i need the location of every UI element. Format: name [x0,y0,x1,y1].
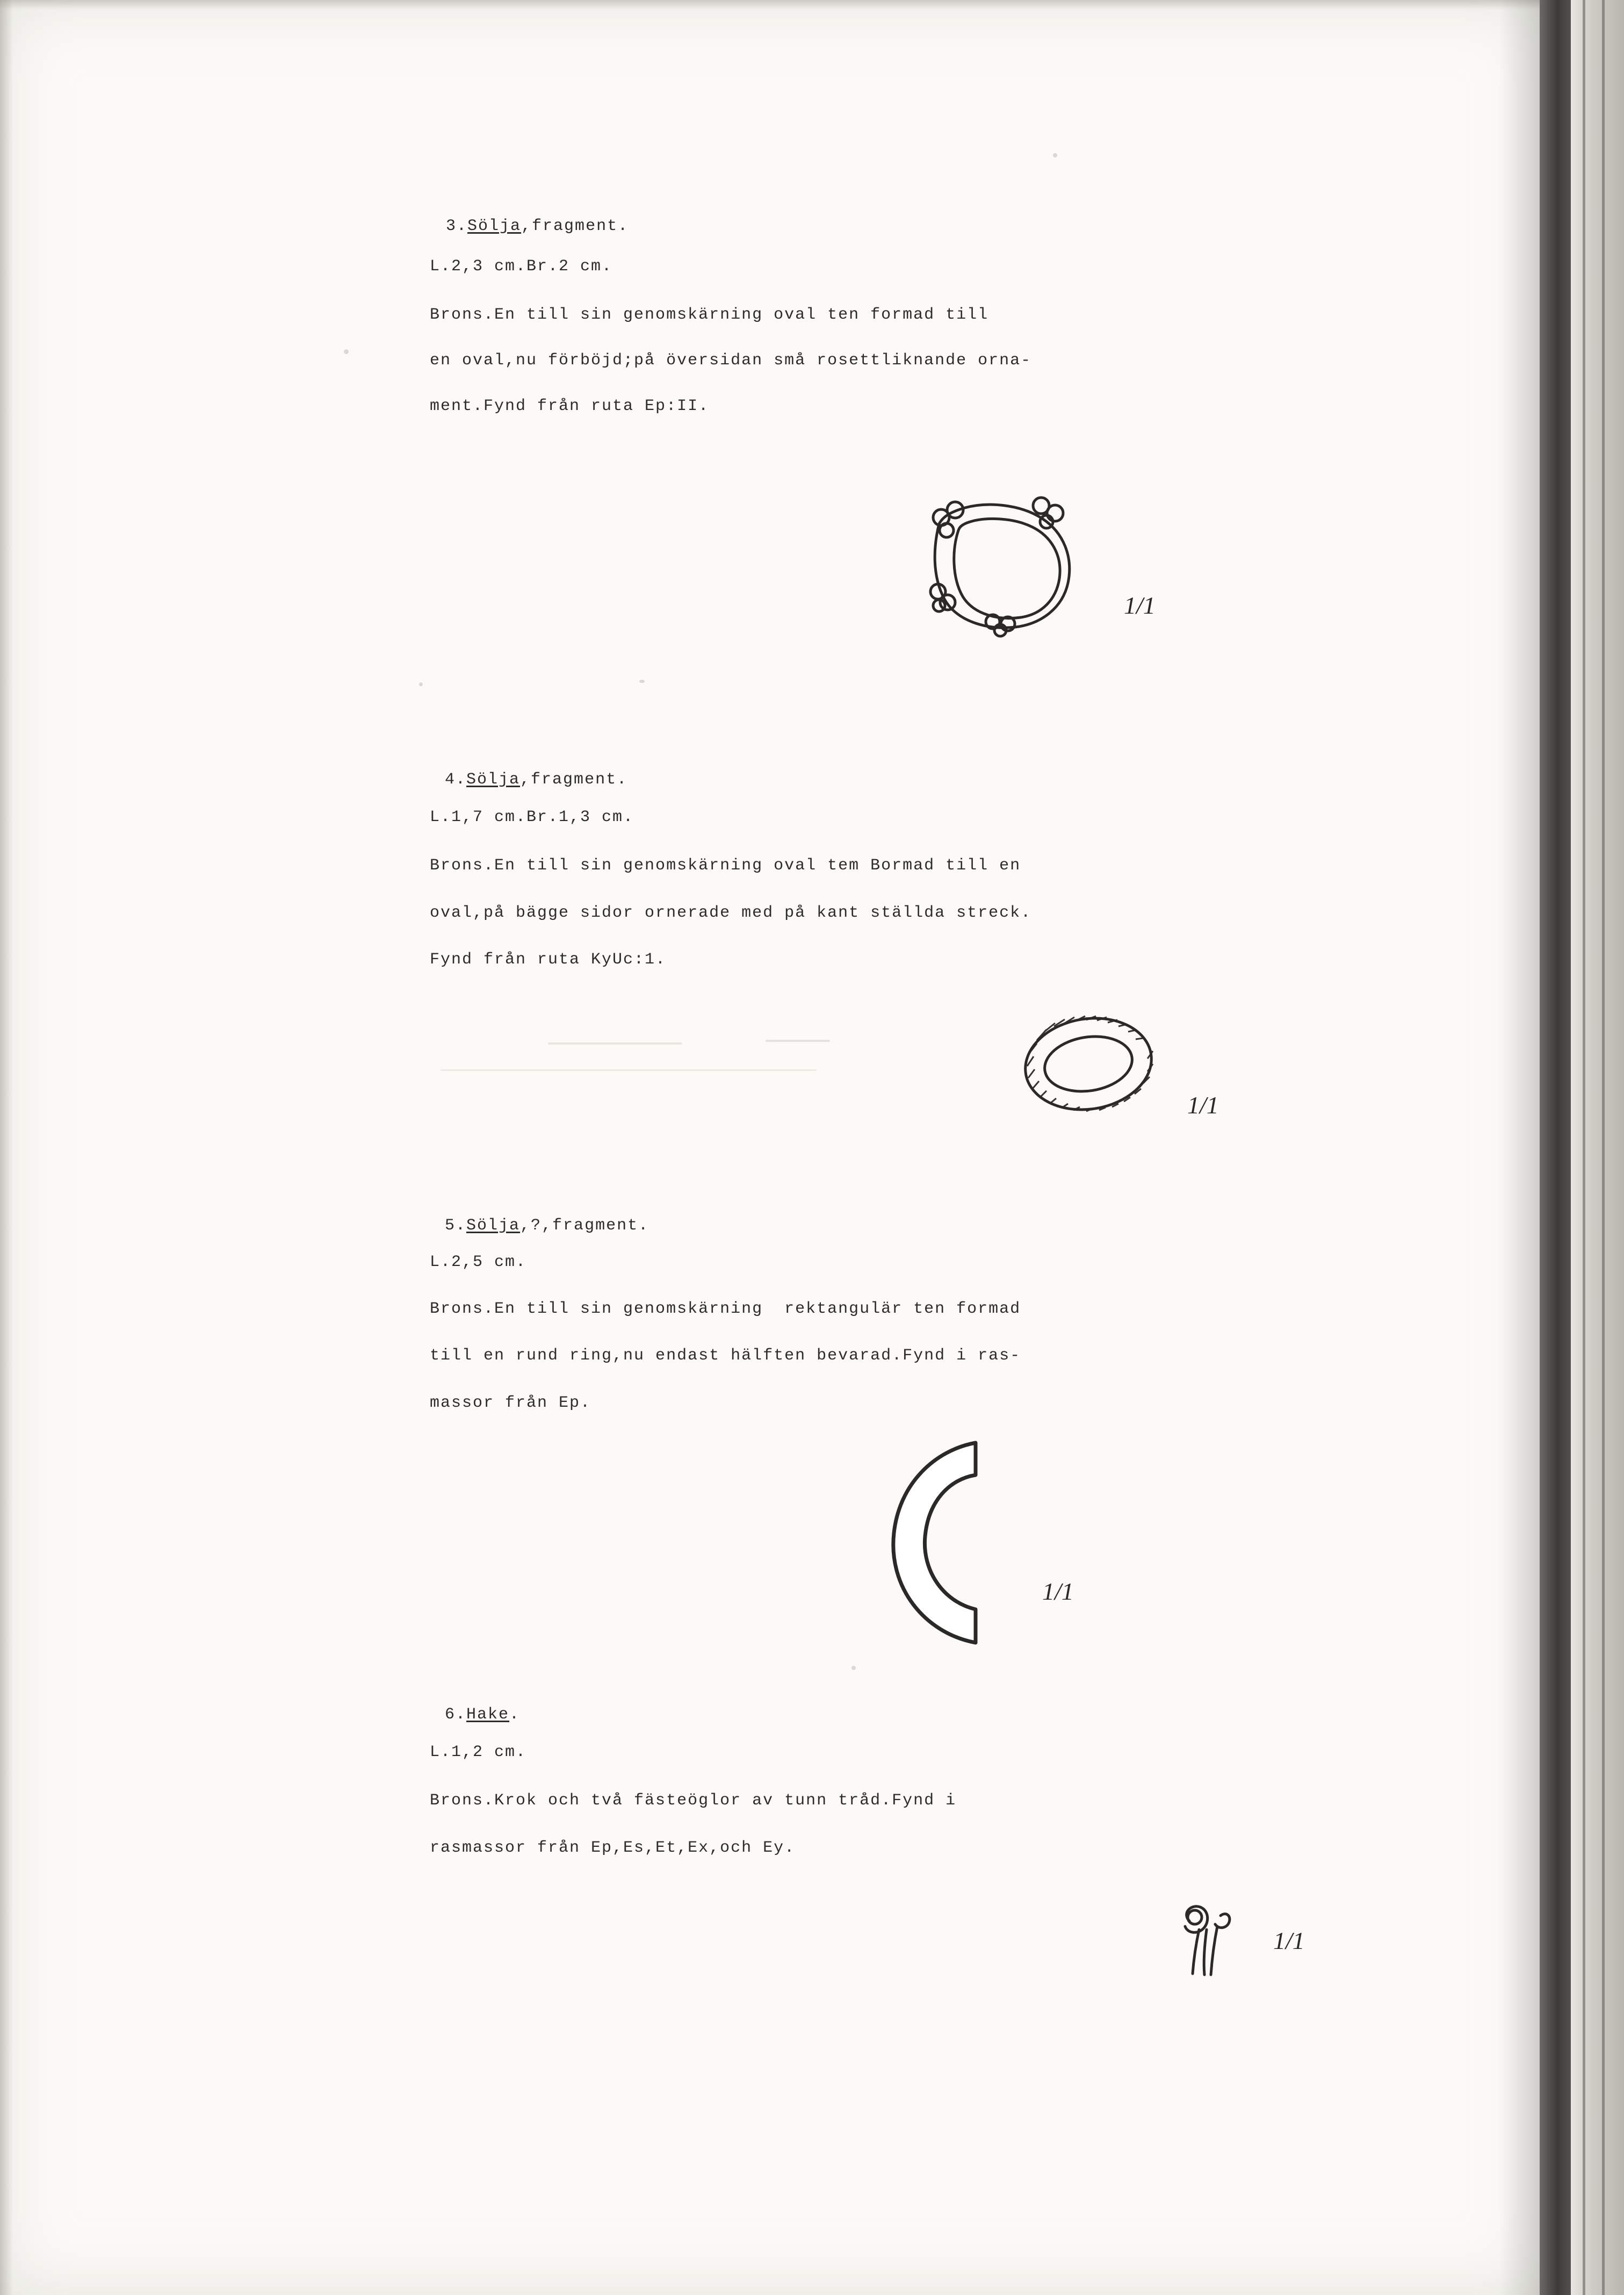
strip-line-1 [1583,0,1585,2295]
entry-6-description-line-1: Brons.Krok och två fästeöglor av tunn tråd.Fynd i [430,1792,957,1810]
paper-smudge [766,1040,830,1042]
entry-4-description-line-2: oval,på bägge sidor ornerade med på kant ställda streck. [430,904,1032,922]
entry-3-description-line-2: en oval,nu förböjd;på översidan små rosettliknande orna- [430,351,1032,370]
entry-6-measurements: L.1,2 cm. [430,1743,527,1761]
entry-4-description-line-1: Brons.En till sin genomskärning oval tem Bormad till en [430,857,1021,875]
entry-6-title-suffix: . [509,1706,521,1724]
entry-6-title: Hake [466,1706,510,1724]
paper-smudge [548,1042,682,1045]
entry-5-title-suffix: ,?,fragment. [520,1217,649,1235]
entry-4-title: Sölja [466,771,521,789]
entry-6-number: 6. [445,1706,467,1724]
entry-5-description-line-2: till en rund ring,nu endast hälften bevarad.Fynd i ras- [430,1347,1021,1365]
oval-buckle-with-rosettes-drawing [913,486,1085,645]
paper-speck [1053,153,1057,157]
paper-top-edge-shadow [0,0,1542,10]
entry-3-description-line-1: Brons.En till sin genomskärning oval ten formad till [430,306,989,324]
hook-with-loops-drawing [1171,1900,1257,1988]
scan-right-strip [1571,0,1624,2295]
paper-smudge [441,1069,817,1071]
paper-speck [344,349,349,354]
entry-3-number: 3. [446,217,468,235]
entry-5-heading [402,1198,649,1253]
entry-4-description-line-3: Fynd från ruta KyUc:1. [430,951,667,969]
entry-5-measurements: L.2,5 cm. [430,1253,527,1271]
paper-speck [851,1666,856,1670]
entry-6-heading [402,1687,520,1742]
strip-line-2 [1602,0,1605,2295]
entry-3-scale-label: 1/1 [1124,592,1156,619]
entry-4-heading [402,752,627,807]
entry-5-title: Sölja [466,1217,521,1235]
entry-3-measurements: L.2,3 cm.Br.2 cm. [430,257,613,276]
oval-ring-with-hatching-drawing [1021,1010,1160,1120]
entry-3-description-line-3: ment.Fynd från ruta Ep:II. [430,397,710,415]
entry-5-description-line-1: Brons.En till sin genomskärning rektangulär ten formad [430,1300,1021,1318]
entry-5-description-line-3: massor från Ep. [430,1394,591,1412]
scan-gutter [1540,0,1572,2295]
entry-5-number: 5. [445,1217,467,1235]
entry-4-scale-label: 1/1 [1187,1091,1219,1119]
entry-3-title-suffix: ,fragment. [521,217,629,235]
entry-4-title-suffix: ,fragment. [520,771,628,789]
entry-4-measurements: L.1,7 cm.Br.1,3 cm. [430,808,634,826]
entry-6-description-line-2: rasmassor från Ep,Es,Et,Ex,och Ey. [430,1839,796,1857]
entry-5-scale-label: 1/1 [1042,1578,1074,1605]
entry-6-scale-label: 1/1 [1273,1927,1305,1954]
entry-4-number: 4. [445,771,467,789]
paper-left-edge-shadow [0,0,13,2295]
entry-3-heading [403,199,629,254]
entry-3-title: Sölja [467,217,522,235]
paper-speck [639,680,645,683]
paper-speck [419,682,423,686]
c-shaped-ring-fragment-drawing [870,1432,1010,1660]
